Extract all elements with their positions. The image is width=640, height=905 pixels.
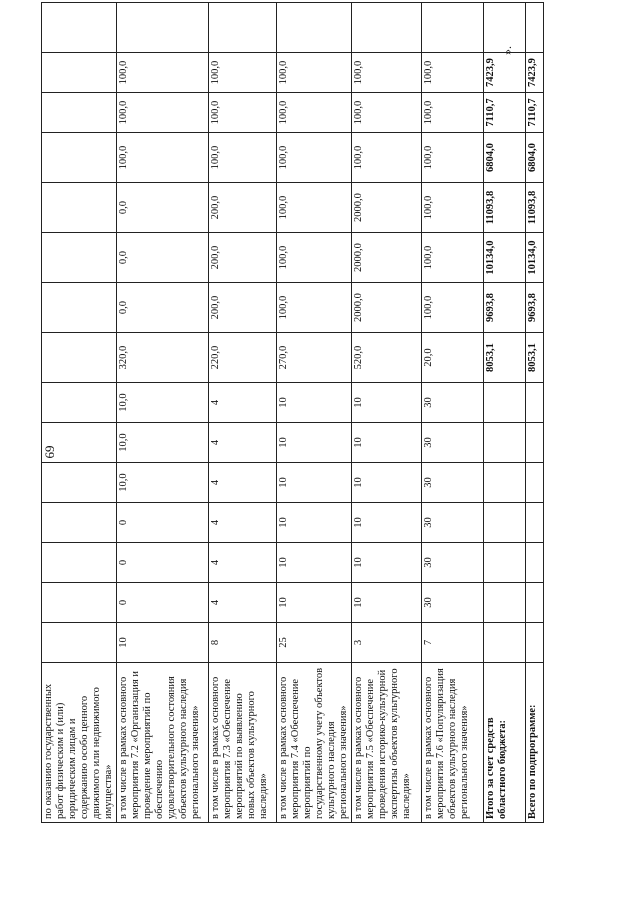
table-cell: 10,0 (117, 463, 209, 503)
table-cell: 9693,8 (484, 283, 526, 333)
row-description: в том числе в рамках основного мероприятия 7.2 «Организация и проведение мероприятий по обеспечению удовлетворительного состояния объектов культурного наследия регионального значения» (117, 663, 209, 823)
table-cell (209, 3, 277, 53)
table-cell: 10 (277, 423, 352, 463)
table-cell: 520,0 (352, 333, 422, 383)
table-cell: 100,0 (422, 183, 484, 233)
table-cell (526, 503, 544, 543)
table-cell: 10 (352, 383, 422, 423)
table-cell: 100,0 (277, 183, 352, 233)
table-cell: 30 (422, 423, 484, 463)
row-description: Всего по подпрограмме: (526, 663, 544, 823)
table-cell: 10134,0 (526, 233, 544, 283)
table-cell (484, 543, 526, 583)
table-cell: 10134,0 (484, 233, 526, 283)
table-cell: 7110,7 (484, 93, 526, 133)
table-cell: 30 (422, 463, 484, 503)
table-cell: 100,0 (352, 53, 422, 93)
table-cell: 0 (117, 583, 209, 623)
table-row (526, 3, 544, 823)
table-cell (42, 383, 117, 423)
table-cell (352, 3, 422, 53)
table-cell (42, 183, 117, 233)
row-description: в том числе в рамках основного мероприятия 7.6 «Популяризация объектов культурного наследия регионального значения» (422, 663, 484, 823)
table-cell: 200,0 (209, 233, 277, 283)
table-cell: 10 (352, 543, 422, 583)
table-cell: 8 (209, 623, 277, 663)
table-cell (526, 3, 544, 53)
table-cell: 100,0 (422, 133, 484, 183)
closing-quote-mark: ». (500, 46, 514, 55)
table-cell: 100,0 (209, 53, 277, 93)
table-cell (42, 543, 117, 583)
table-row (484, 3, 526, 823)
table-cell: 100,0 (209, 133, 277, 183)
table-cell: 4 (209, 423, 277, 463)
table-cell (526, 383, 544, 423)
table-cell: 30 (422, 383, 484, 423)
table-cell: 7 (422, 623, 484, 663)
table-cell: 10 (277, 503, 352, 543)
table-cell: 100,0 (352, 93, 422, 133)
table-cell (526, 543, 544, 583)
table-cell: 100,0 (422, 53, 484, 93)
table-cell (526, 623, 544, 663)
table-cell: 2000,0 (352, 233, 422, 283)
subprogram-table (41, 2, 544, 823)
table-cell: 0 (117, 543, 209, 583)
table-cell (484, 583, 526, 623)
table-cell (484, 463, 526, 503)
table-cell (42, 503, 117, 543)
table-cell (484, 423, 526, 463)
table-cell: 100,0 (422, 283, 484, 333)
table-cell: 10 (277, 383, 352, 423)
table-row (422, 3, 484, 823)
table-cell: 100,0 (277, 133, 352, 183)
table-cell: 3 (352, 623, 422, 663)
table-cell (484, 623, 526, 663)
table-cell: 320,0 (117, 333, 209, 383)
table-cell (484, 383, 526, 423)
table-cell: 10 (352, 463, 422, 503)
table-cell: 30 (422, 583, 484, 623)
table-cell: 4 (209, 543, 277, 583)
table-cell: 100,0 (422, 233, 484, 283)
table-cell: 7423,9 (484, 53, 526, 93)
table-cell: 100,0 (422, 93, 484, 133)
table-cell: 100,0 (209, 93, 277, 133)
table-cell: 25 (277, 623, 352, 663)
table-cell: 8053,1 (484, 333, 526, 383)
table-cell: 2000,0 (352, 283, 422, 333)
table-cell: 100,0 (117, 53, 209, 93)
table-cell: 200,0 (209, 283, 277, 333)
table-cell: 0,0 (117, 283, 209, 333)
table-cell: 100,0 (277, 283, 352, 333)
table-cell: 100,0 (277, 93, 352, 133)
table-cell: 20,0 (422, 333, 484, 383)
table-cell: 30 (422, 543, 484, 583)
table-cell (117, 3, 209, 53)
table-row (42, 3, 117, 823)
row-description: в том числе в рамках основного мероприятия 7.5 «Обеспечение проведения историко-культурной экспертизы объектов культурного наследия» (352, 663, 422, 823)
table-cell: 4 (209, 383, 277, 423)
table-cell (484, 503, 526, 543)
row-description: Итого за счет средств областного бюджета: (484, 663, 526, 823)
table-cell (42, 53, 117, 93)
table-cell: 10 (352, 423, 422, 463)
table-cell: 11093,8 (484, 183, 526, 233)
table-cell: 200,0 (209, 183, 277, 233)
table-row (209, 3, 277, 823)
table-cell (42, 583, 117, 623)
table-cell (42, 423, 117, 463)
table-cell (422, 3, 484, 53)
table-cell: 4 (209, 583, 277, 623)
table-cell: 100,0 (117, 93, 209, 133)
table-cell: 0 (117, 503, 209, 543)
table-cell: 2000,0 (352, 183, 422, 233)
table-cell (42, 133, 117, 183)
table-cell (42, 283, 117, 333)
table-cell (42, 93, 117, 133)
table-cell (526, 463, 544, 503)
table-cell: 10 (352, 503, 422, 543)
table-cell: 100,0 (117, 133, 209, 183)
table-cell (42, 233, 117, 283)
table-cell (42, 3, 117, 53)
table-cell: 30 (422, 503, 484, 543)
table-cell: 10,0 (117, 423, 209, 463)
table-cell: 220,0 (209, 333, 277, 383)
row-description: в том числе в рамках основного мероприятия 7.3 «Обеспечение мероприятий по выявлению новых объектов культурного наследия» (209, 663, 277, 823)
table-cell: 0,0 (117, 183, 209, 233)
table-cell (277, 3, 352, 53)
table-cell: 10 (277, 583, 352, 623)
table-cell: 4 (209, 463, 277, 503)
page-number: 69 (42, 445, 57, 459)
row-description: по оказанию государственных работ физическим и (или) юридическим лицам и содержанию особо ценного движимого или недвижимого имущества» (42, 663, 117, 823)
table-row (352, 3, 422, 823)
table-cell: 100,0 (277, 53, 352, 93)
table-row (277, 3, 352, 823)
table-cell: 6804,0 (526, 133, 544, 183)
table-cell (42, 623, 117, 663)
table-cell: 10 (352, 583, 422, 623)
table-cell: 7110,7 (526, 93, 544, 133)
table-cell (484, 3, 526, 53)
table-cell: 9693,8 (526, 283, 544, 333)
table-cell: 10 (117, 623, 209, 663)
table-cell (42, 463, 117, 503)
row-description: в том числе в рамках основного мероприятия 7.4 «Обеспечение мероприятий по государственному учету объектов культурного наследия регионального значения» (277, 663, 352, 823)
table-cell: 0,0 (117, 233, 209, 283)
table-cell (526, 583, 544, 623)
table-cell: 8053,1 (526, 333, 544, 383)
table-row (117, 3, 209, 823)
table-cell (526, 423, 544, 463)
rotated-page (41, 0, 601, 823)
table-cell: 6804,0 (484, 133, 526, 183)
table-cell: 11093,8 (526, 183, 544, 233)
table-cell: 100,0 (277, 233, 352, 283)
table-cell: 100,0 (352, 133, 422, 183)
table-cell: 4 (209, 503, 277, 543)
table-cell: 7423,9 (526, 53, 544, 93)
table-cell: 10 (277, 463, 352, 503)
table-cell (42, 333, 117, 383)
table-cell: 10 (277, 543, 352, 583)
table-cell: 270,0 (277, 333, 352, 383)
table-cell: 10,0 (117, 383, 209, 423)
